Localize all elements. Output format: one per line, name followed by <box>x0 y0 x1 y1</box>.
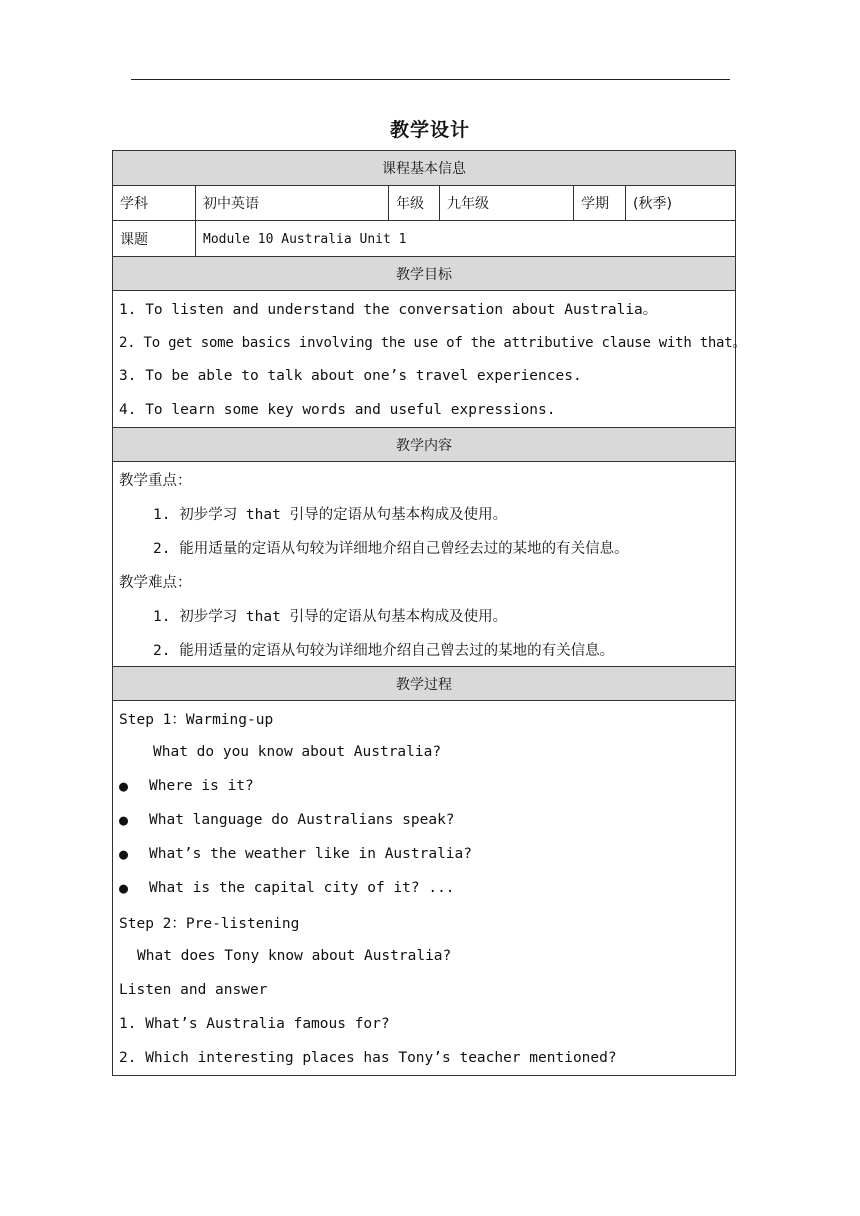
difficult-point-item: 1. 初步学习 that 引导的定语从句基本构成及使用。 <box>153 608 508 625</box>
process-section-title: 教学过程 <box>396 676 452 693</box>
bullet-text: Where is it? <box>149 778 254 794</box>
objectives-section-header <box>113 256 735 290</box>
step2-title: Step 2：Pre-listening <box>119 915 300 932</box>
objective-item: 4. To learn some key words and useful expressions. <box>119 402 556 418</box>
bullet-text: What’s the weather like in Australia? <box>149 846 473 862</box>
objective-item: 1. To listen and understand the conversation about Australia。 <box>119 301 658 318</box>
listen-item: 2. Which interesting places has Tony’s teacher mentioned? <box>119 1050 617 1066</box>
objective-item: 2. To get some basics involving the use of the attributive clause with that。 <box>119 335 747 351</box>
term-label: 学期 <box>573 186 625 220</box>
difficult-points-label: 教学难点： <box>119 574 192 591</box>
info-section-title: 课程基本信息 <box>382 161 466 177</box>
bullet-item <box>119 769 729 803</box>
objectives-body <box>113 290 747 427</box>
key-point-item: 1. 初步学习 that 引导的定语从句基本构成及使用。 <box>153 506 508 523</box>
key-point-item: 2. 能用适量的定语从句较为详细地介绍自己曾经去过的某地的有关信息。 <box>153 540 629 557</box>
info-row-topic <box>113 220 735 256</box>
listen-item: 1. What’s Australia famous for? <box>119 1016 390 1032</box>
bullet-item <box>119 871 729 905</box>
bullet-icon: ● <box>119 777 129 795</box>
listen-label: Listen and answer <box>119 982 268 998</box>
grade-label: 年级 <box>388 186 439 220</box>
bullet-text: What language do Australians speak? <box>149 812 455 828</box>
topic-value: Module 10 Australia Unit 1 <box>195 221 735 257</box>
topic-label: 课题 <box>120 232 148 248</box>
bullet-item <box>119 837 729 871</box>
bullet-icon: ● <box>119 845 129 863</box>
process-section-header <box>113 666 735 700</box>
bullet-item <box>119 803 729 837</box>
info-row-subject <box>113 185 735 220</box>
content-section-title: 教学内容 <box>396 437 452 454</box>
bullet-icon: ● <box>119 811 129 829</box>
objectives-section-title: 教学目标 <box>396 266 452 283</box>
term-value: (秋季) <box>625 186 735 220</box>
bullet-text: What is the capital city of it? ... <box>149 880 455 896</box>
page-title: 教学设计 <box>389 119 470 141</box>
subject-label: 学科 <box>120 196 148 212</box>
grade-value: 九年级 <box>439 186 573 220</box>
process-body <box>113 700 735 1075</box>
step2-question: What does Tony know about Australia? <box>137 948 452 964</box>
header-rule <box>131 79 730 80</box>
content-body <box>113 461 735 666</box>
difficult-point-item: 2. 能用适量的定语从句较为详细地介绍自己曾去过的某地的有关信息。 <box>153 642 615 659</box>
info-section-header <box>113 151 735 185</box>
bullet-icon: ● <box>119 879 129 897</box>
step1-title: Step 1：Warming-up <box>119 711 274 728</box>
step1-question: What do you know about Australia? <box>153 744 442 760</box>
lesson-plan-table <box>112 150 747 1076</box>
subject-value: 初中英语 <box>195 186 388 220</box>
key-points-label: 教学重点： <box>119 472 192 489</box>
content-section-header <box>113 427 735 461</box>
objective-item: 3. To be able to talk about one’s travel experiences. <box>119 368 582 384</box>
